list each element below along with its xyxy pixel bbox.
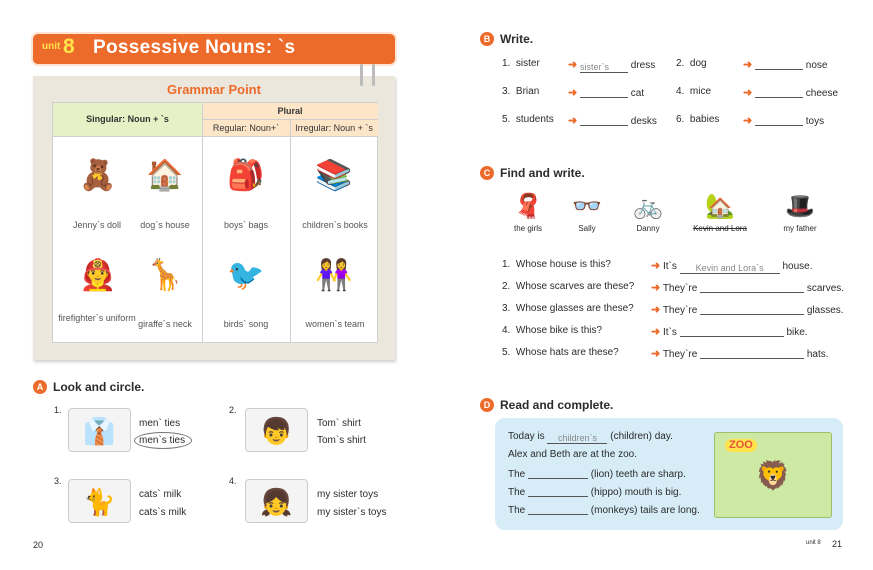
- section-d-heading: [480, 398, 613, 412]
- scarves-icon: 🧣: [513, 193, 543, 220]
- question-number: 3.: [54, 476, 62, 486]
- reading-line: The (lion) teeth are sharp.: [508, 469, 686, 480]
- plural-header: Plural: [277, 106, 303, 116]
- arrow-right-icon: ➜: [651, 348, 661, 360]
- arrow-right-icon: ➜: [651, 260, 661, 272]
- answer-row: ➜ They`re scarves.: [651, 282, 845, 294]
- choice-option[interactable]: Tom` shirt: [317, 418, 361, 429]
- choice-option[interactable]: my sister toys: [317, 489, 379, 500]
- answer-blank[interactable]: [528, 504, 588, 515]
- example-caption: dog`s house: [140, 220, 190, 230]
- sample-answer: Kevin and Lora`s: [695, 263, 764, 273]
- reading-line: The (hippo) mouth is big.: [508, 487, 682, 498]
- question-number: 2.: [229, 405, 237, 415]
- hats-picture: [762, 190, 838, 233]
- arrow-right-icon: ➜: [568, 59, 578, 71]
- answer-blank[interactable]: [580, 62, 628, 73]
- answer-row: ➜ It`s bike.: [651, 326, 808, 338]
- choice-option[interactable]: Tom`s shirt: [317, 435, 366, 446]
- example-caption: Jenny`s doll: [72, 220, 122, 230]
- choice-option[interactable]: men`s ties: [139, 435, 186, 446]
- question-row: 4. Whose bike is this?: [502, 325, 603, 336]
- question-number: 4.: [229, 476, 237, 486]
- irregular-header: Irregular: Noun + `s: [295, 123, 373, 133]
- answer-blank[interactable]: [680, 263, 780, 274]
- hats-icon: 🎩: [785, 193, 815, 220]
- scarves-picture: [500, 190, 556, 233]
- picture-label: the girls: [513, 224, 542, 233]
- answer-blank[interactable]: [755, 115, 803, 126]
- answer-blank[interactable]: [700, 282, 804, 293]
- write-answer-row: ➜ nose: [743, 59, 828, 71]
- example-caption: boys` bags: [223, 220, 269, 230]
- page-title: Possessive Nouns: `s: [93, 37, 296, 58]
- section-b-heading: [480, 32, 533, 46]
- glasses-icon: 👓: [572, 193, 602, 220]
- write-row: 2. dog: [676, 58, 707, 69]
- singular-header: Singular: Noun + `s: [86, 114, 169, 124]
- write-row: 1. sister: [502, 58, 540, 69]
- arrow-right-icon: ➜: [743, 59, 753, 71]
- arrow-right-icon: ➜: [651, 326, 661, 338]
- arrow-right-icon: ➜: [651, 304, 661, 316]
- section-letter: A: [33, 380, 47, 394]
- lion-icon: 🦁: [755, 460, 791, 491]
- arrow-right-icon: ➜: [743, 87, 753, 99]
- reading-line: Today is children`s (children) day.: [508, 431, 673, 443]
- write-answer-row: ➜ sister`s dress: [568, 59, 656, 72]
- write-row: 6. babies: [676, 114, 720, 125]
- answer-row: ➜ They`re glasses.: [651, 304, 844, 316]
- answer-blank[interactable]: [700, 348, 804, 359]
- picture-label: Sally: [578, 224, 596, 233]
- reading-line: The (monkeys) tails are long.: [508, 505, 700, 516]
- choice-option[interactable]: cats` milk: [139, 489, 182, 500]
- zoo-sign: ZOO: [725, 439, 757, 452]
- question-row: 1. Whose house is this?: [502, 259, 611, 270]
- write-row: 4. mice: [676, 86, 712, 97]
- arrow-right-icon: ➜: [651, 282, 661, 294]
- glasses-picture: [562, 190, 612, 233]
- boys-bags-icon: 🎒: [227, 159, 265, 192]
- section-letter: D: [480, 398, 494, 412]
- section-d-title: Read and complete.: [500, 398, 614, 412]
- regular-header: Regular: Noun+`: [212, 123, 280, 133]
- question-row: 3. Whose glasses are these?: [502, 303, 634, 314]
- example-caption: firefighter`s uniform: [58, 313, 136, 323]
- section-letter: C: [480, 166, 494, 180]
- write-row: 5. students: [502, 114, 554, 125]
- answer-row: ➜ It`s Kevin and Lora`s house.: [651, 260, 813, 273]
- boy-shirt-icon: 👦: [245, 408, 308, 452]
- question-row: 5. Whose hats are these?: [502, 347, 619, 358]
- answer-blank[interactable]: [528, 486, 588, 497]
- answer-row: ➜ They`re hats.: [651, 348, 829, 360]
- section-b-title: Write.: [500, 32, 534, 46]
- answer-blank[interactable]: [680, 326, 784, 337]
- write-answer-row: ➜ toys: [743, 115, 825, 127]
- page-number-left: 20: [33, 540, 44, 550]
- giraffe-icon: 🦒: [146, 259, 184, 292]
- ties-icon: 👔: [68, 408, 131, 452]
- answer-blank[interactable]: [755, 59, 803, 70]
- women-team-icon: 👭: [315, 259, 353, 292]
- answer-circle: [134, 432, 192, 449]
- answer-blank[interactable]: [580, 115, 628, 126]
- section-c-heading: [480, 166, 585, 180]
- answer-blank[interactable]: [547, 433, 607, 444]
- grammar-table: [52, 102, 378, 343]
- unit-label: unit: [42, 41, 61, 52]
- house-icon: 🏡: [705, 193, 735, 220]
- bike-picture: [620, 190, 676, 233]
- write-answer-row: ➜ cat: [568, 87, 645, 99]
- answer-blank[interactable]: [755, 87, 803, 98]
- arrow-right-icon: ➜: [568, 87, 578, 99]
- picture-label: my father: [783, 224, 817, 233]
- house-picture: [680, 190, 760, 233]
- arrow-right-icon: ➜: [743, 115, 753, 127]
- section-a-heading: [33, 380, 144, 394]
- section-a-title: Look and circle.: [53, 380, 145, 394]
- girl-toys-icon: 👧: [245, 479, 308, 523]
- firefighter-icon: 👨‍🚒: [79, 259, 117, 292]
- sample-answer: sister`s: [580, 62, 609, 72]
- bike-icon: 🚲: [633, 193, 663, 220]
- question-row: 2. Whose scarves are these?: [502, 281, 635, 292]
- grammar-point-title: Grammar Point: [167, 82, 261, 97]
- books-icon: 📚: [315, 159, 353, 192]
- answer-blank[interactable]: [580, 87, 628, 98]
- answer-blank[interactable]: [700, 304, 804, 315]
- unit-title-banner: [33, 34, 395, 64]
- doll-icon: 🧸: [79, 159, 117, 192]
- page-number-right: 21: [832, 539, 843, 549]
- picture-label: Kevin and Lora: [693, 224, 747, 233]
- write-row: 3. Brian: [502, 86, 540, 97]
- choice-option[interactable]: cats`s milk: [139, 507, 187, 518]
- picture-label: Danny: [636, 224, 660, 233]
- answer-blank[interactable]: [528, 468, 588, 479]
- birds-icon: 🐦: [227, 259, 265, 292]
- choice-option[interactable]: my sister`s toys: [317, 507, 387, 518]
- question-number: 1.: [54, 405, 62, 415]
- footer-unit: unit 8: [806, 540, 821, 546]
- write-answer-row: ➜ cheese: [743, 87, 839, 99]
- example-caption: birds` song: [223, 319, 269, 329]
- section-c-title: Find and write.: [500, 166, 585, 180]
- reading-line: Alex and Beth are at the zoo.: [508, 449, 637, 460]
- example-caption: women`s team: [305, 319, 365, 329]
- cats-icon: 🐈: [68, 479, 131, 523]
- choice-option[interactable]: men` ties: [139, 418, 181, 429]
- sample-answer: children`s: [557, 433, 597, 443]
- example-caption: children`s books: [302, 220, 368, 230]
- doghouse-icon: 🏠: [146, 159, 184, 192]
- unit-number: 8: [63, 35, 75, 58]
- section-letter: B: [480, 32, 494, 46]
- write-answer-row: ➜ desks: [568, 115, 657, 127]
- example-caption: giraffe`s neck: [138, 319, 192, 329]
- arrow-right-icon: ➜: [568, 115, 578, 127]
- zoo-picture: [714, 432, 832, 518]
